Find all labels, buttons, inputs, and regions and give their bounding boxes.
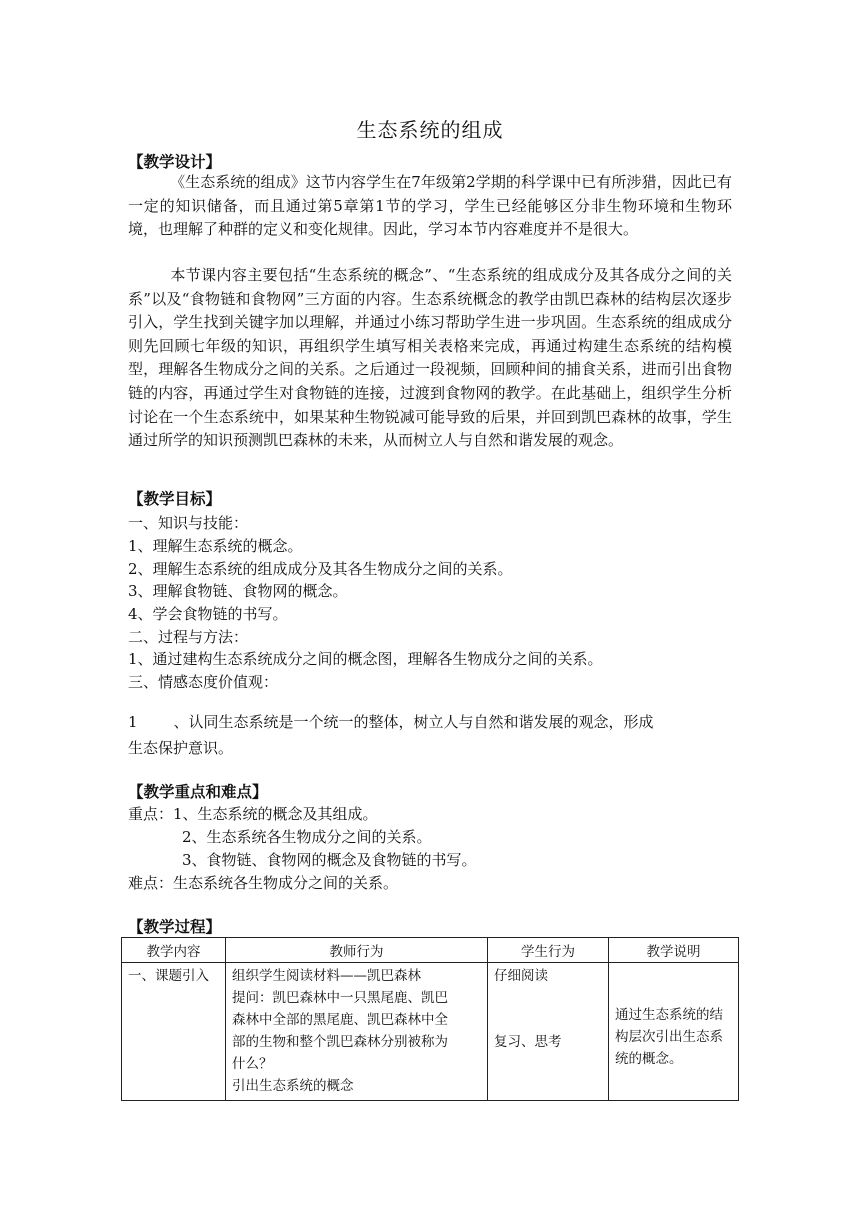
page-title: 生态系统的组成 <box>356 118 504 142</box>
teacher-line-5: 什么？ <box>232 1056 273 1072</box>
table-header-row <box>122 938 739 963</box>
teacher-line-4: 部的生物和整个凯巴森林分别被称为 <box>232 1034 448 1050</box>
design-paragraph-2-text: 本节课内容主要包括“生态系统的概念”、“生态系统的组成成分及其各成分之间的关系”以及“食物链和食物网”三方面的内容。生态系统概念的教学由凯巴森林的结构层次逐步引入，学生找到关键字加以理解，并通过小练习帮助学生进一步巩固。生态系统的组成成分则先回顾七年级的知识，再组织学生填写相关表格来完成，再通过构建生态系统的结构模型，理解各生物成分之间的关系。之后通过一段视频，回顾种间的捕食关系，进而引出食物链的内容，再通过学生对食物链的连接，过渡到食物网的教学。在此基础上，组织学生分析讨论在一个生态系统中，如果某种生物锐减可能导致的后果，并回到凯巴森林的故事，学生通过所学的知识预测凯巴森林的未来，从而树立人与自然和谐发展的观念。 <box>128 266 732 450</box>
cell-notes <box>609 963 739 1101</box>
knowledge-item-3: 3、理解食物链、食物网的概念。 <box>128 582 348 600</box>
emotion-item-number: 1 <box>128 713 138 731</box>
student-line-1: 仔细阅读 <box>494 968 548 984</box>
focus-heading: 【教学重点和难点】 <box>128 782 268 801</box>
notes-text: 通过生态系统的结构层次引出生态系统的概念。 <box>615 1006 723 1067</box>
focus-difficulty: 难点：生态系统各生物成分之间的关系。 <box>128 874 399 892</box>
cell-student <box>488 963 609 1101</box>
cell-teacher <box>226 963 488 1101</box>
knowledge-item-4: 4、学会食物链的书写。 <box>128 605 288 623</box>
focus-key-2: 2、生态系统各生物成分之间的关系。 <box>182 828 432 846</box>
student-line-2: 复习、思考 <box>494 1034 562 1050</box>
emotion-item-1-continued: 生态保护意识。 <box>128 739 234 757</box>
knowledge-item-2: 2、理解生态系统的组成成分及其各生物成分之间的关系。 <box>128 560 513 578</box>
table-row <box>122 963 739 1101</box>
design-paragraph-1-text: 《生态系统的组成》这节内容学生在7年级第2学期的科学课中已有所涉猎，因此已有一定的知识储备，而且通过第5章第1节的学习，学生已经能够区分非生物环境和生物环境，也理解了种群的定义和变化规律。因此，学习本节内容难度并不是很大。 <box>128 173 732 239</box>
teacher-line-1: 组织学生阅读材料——凯巴森林 <box>232 968 421 984</box>
column-header-notes: 教学说明 <box>609 938 739 963</box>
process-method-item-1: 1、通过建构生态系统成分之间的概念图，理解各生物成分之间的关系。 <box>128 650 603 668</box>
emotion-title: 三、情感态度价值观： <box>128 673 279 691</box>
design-heading: 【教学设计】 <box>128 152 222 171</box>
column-header-student: 学生行为 <box>488 938 609 963</box>
design-paragraph-1 <box>128 171 732 242</box>
focus-key-3: 3、食物链、食物网的概念及食物链的书写。 <box>182 851 477 869</box>
column-header-content: 教学内容 <box>122 938 226 963</box>
emotion-item-text: 、认同生态系统是一个统一的整体，树立人与自然和谐发展的观念，形成 <box>173 713 654 731</box>
column-header-teacher: 教师行为 <box>226 938 488 963</box>
teacher-line-6: 引出生态系统的概念 <box>232 1078 354 1094</box>
knowledge-item-1: 1、理解生态系统的概念。 <box>128 537 303 555</box>
emotion-item-1 <box>128 711 654 732</box>
teacher-line-3: 森林中全部的黑尾鹿、凯巴森林中全 <box>232 1012 448 1028</box>
cell-content <box>122 963 226 1101</box>
process-heading: 【教学过程】 <box>128 917 222 936</box>
teaching-process-table <box>121 937 739 1101</box>
focus-key-1: 重点：1、生态系统的概念及其组成。 <box>128 805 378 823</box>
design-paragraph-2 <box>128 264 732 453</box>
process-method-title: 二、过程与方法： <box>128 628 249 646</box>
teacher-line-2: 提问：凯巴森林中一只黑尾鹿、凯巴 <box>232 990 448 1006</box>
cell-content-text: 一、课题引入 <box>128 968 209 984</box>
knowledge-title: 一、知识与技能： <box>128 514 249 532</box>
goals-heading: 【教学目标】 <box>128 489 222 508</box>
